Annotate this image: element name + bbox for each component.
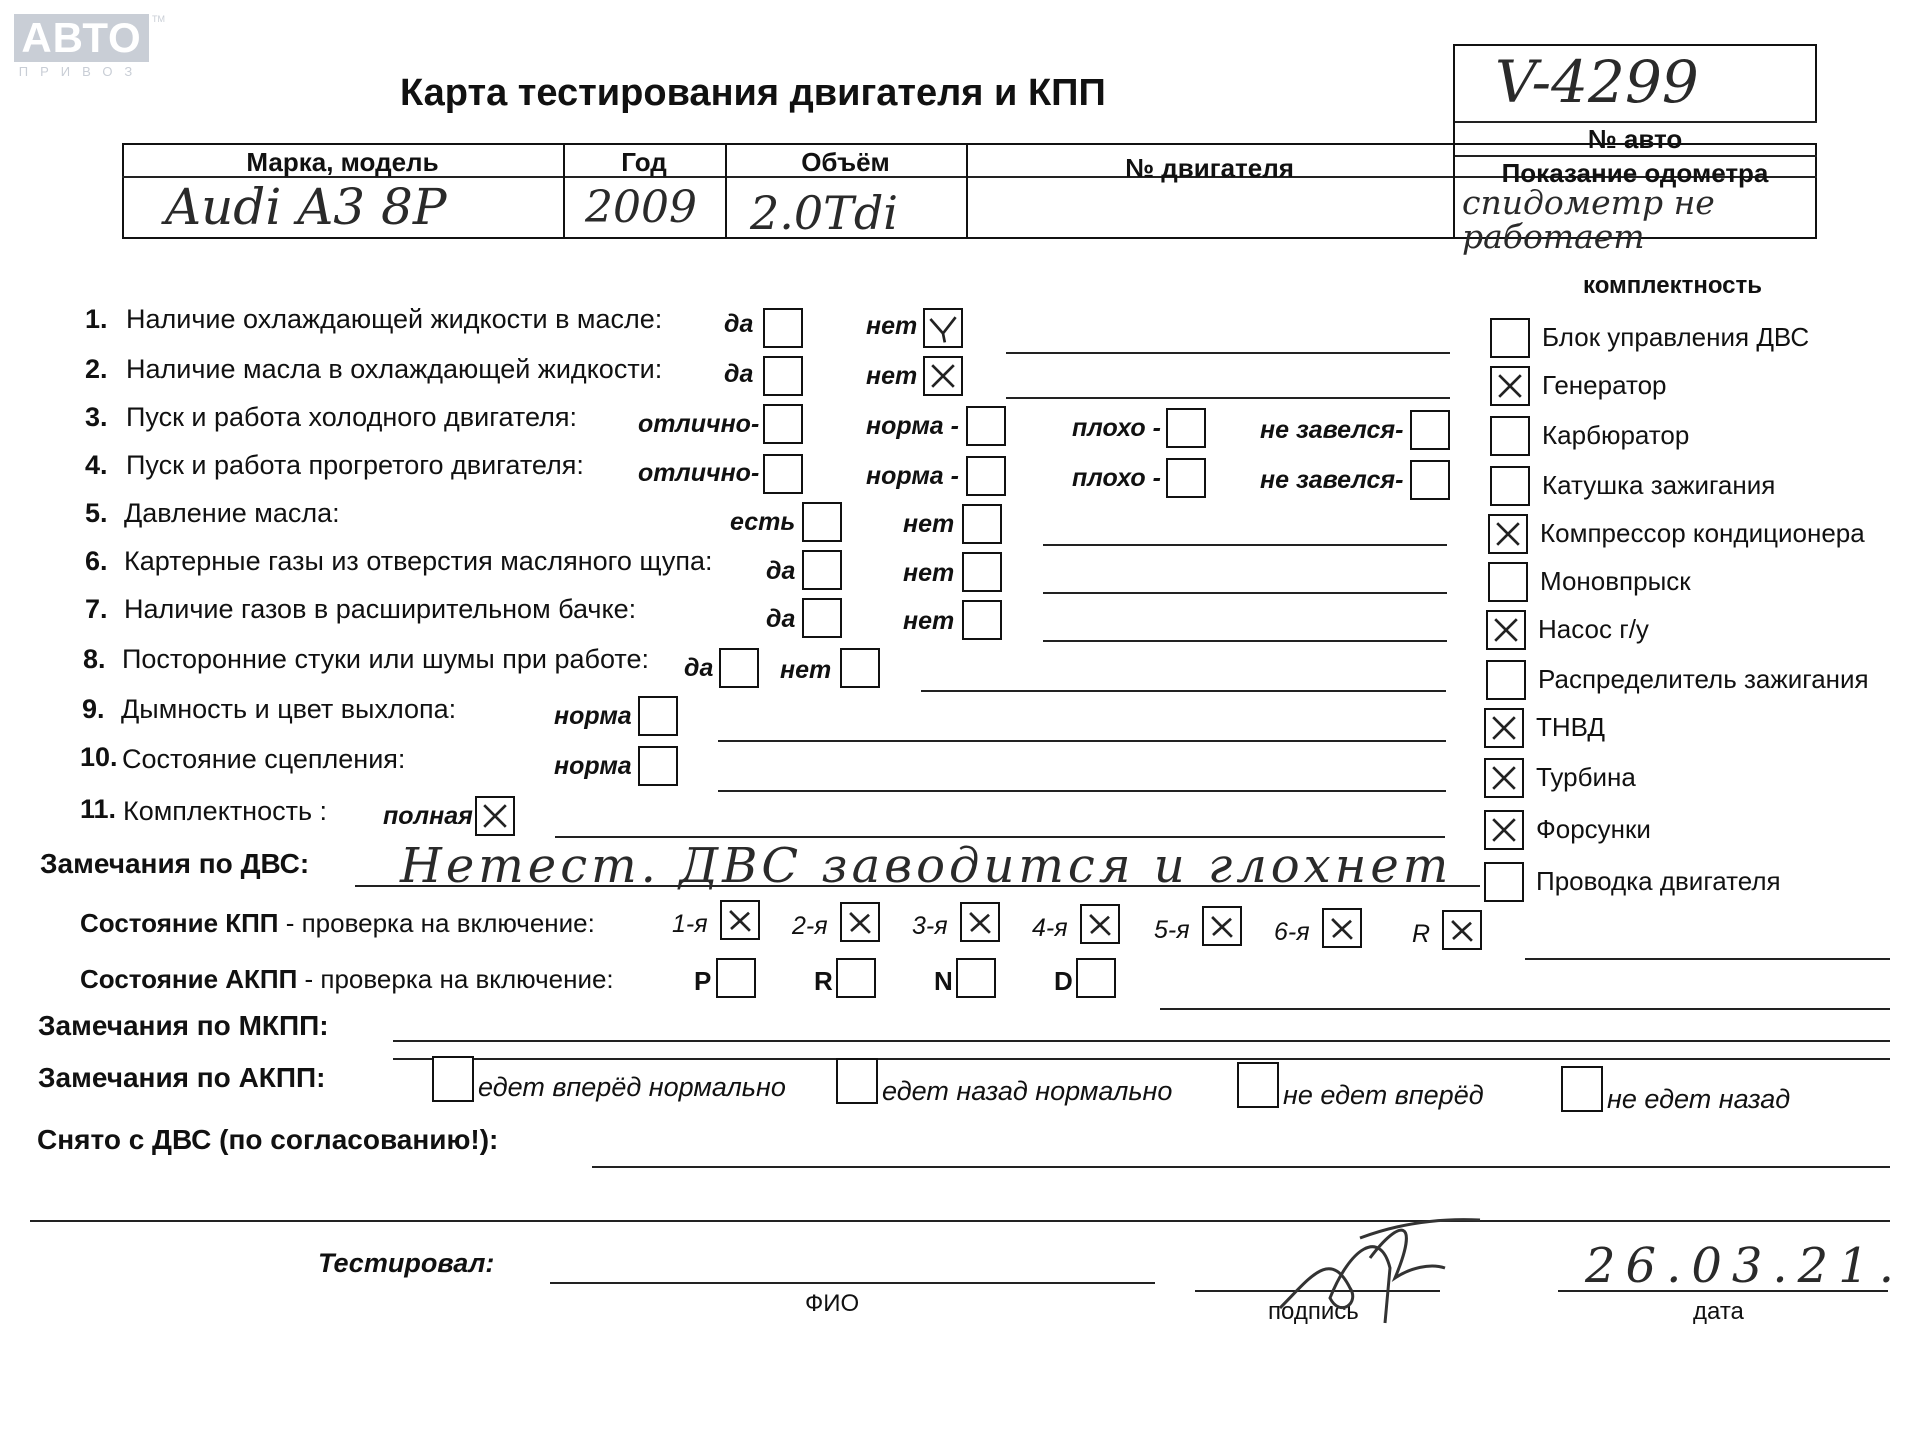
cross-mark-icon: [962, 904, 998, 940]
header-brand: Марка, модель: [246, 147, 439, 177]
removed-line: [592, 1166, 1890, 1168]
komplekt-checkbox-1[interactable]: [1490, 366, 1530, 406]
cross-mark-icon: [1082, 906, 1118, 942]
value-brand: Audi A3 8P: [165, 178, 447, 236]
cross-mark-icon: [1444, 912, 1480, 948]
remarks-dvs-value: Нетест. ДВС заводится и глохнет: [400, 838, 1453, 894]
cross-mark-icon: [1488, 612, 1524, 648]
q6-checkbox-da[interactable]: [802, 550, 842, 590]
kpp-gear-checkbox-3[interactable]: [1080, 904, 1120, 944]
komplekt-checkbox-3[interactable]: [1490, 466, 1530, 506]
komplekt-item-label: ТНВД: [1536, 712, 1606, 742]
akpp-line: [1160, 1008, 1890, 1010]
remarks-dvs-label: Замечания по ДВС:: [40, 848, 310, 879]
akpp-mode-checkbox-3[interactable]: [1076, 958, 1116, 998]
q6-checkbox-net[interactable]: [962, 552, 1002, 592]
komplekt-checkbox-0[interactable]: [1490, 318, 1530, 358]
q10-opt-normal: норма: [554, 752, 632, 780]
kpp-gear-label: 1-я: [672, 910, 708, 938]
auto-number-value: V-4299: [1495, 48, 1699, 116]
q5-opt-no: нет: [903, 510, 955, 538]
header-volume: Объём: [801, 147, 890, 177]
q1-opt-net: нет: [866, 312, 918, 340]
date-value: 26.03.21.: [1585, 1238, 1905, 1294]
q4-opt-not-started: не завелся-: [1260, 466, 1404, 494]
q5-opt-yes: есть: [730, 508, 796, 536]
signature-label: подпись: [1268, 1298, 1359, 1325]
q4-checkbox-normal[interactable]: [966, 456, 1006, 496]
q8-opt-da: да: [684, 654, 714, 682]
logo-main: АВТО: [14, 14, 149, 62]
q11-checkbox-full[interactable]: [475, 796, 515, 836]
komplekt-item-label: Распределитель зажигания: [1538, 664, 1869, 694]
q8-text: Посторонние стуки или шумы при работе:: [122, 644, 649, 674]
q7-line: [1043, 640, 1447, 642]
signature-scribble-icon: [1270, 1208, 1490, 1328]
q1-opt-da: да: [724, 310, 754, 338]
auto-divider-2: [1453, 155, 1817, 157]
q1-checkbox-net[interactable]: [923, 308, 963, 348]
header-year: Год: [621, 147, 667, 177]
kpp-gear-label: 2-я: [792, 912, 828, 940]
akpp-opt-back-ok: едет назад нормально: [882, 1076, 1173, 1106]
logo-sub: ПРИВОЗ: [18, 64, 145, 79]
q2-line: [1006, 397, 1450, 399]
komplekt-title: комплектность: [1583, 272, 1763, 299]
akpp-label: [80, 964, 614, 995]
q4-num: 4.: [85, 450, 108, 480]
komplekt-item-label: Турбина: [1536, 762, 1636, 792]
q3-opt-normal: норма -: [866, 412, 959, 440]
q3-checkbox-normal[interactable]: [966, 406, 1006, 446]
q1-checkbox-da[interactable]: [763, 308, 803, 348]
q7-text: Наличие газов в расширительном бачке:: [124, 594, 637, 624]
komplekt-item-label: Насос г/у: [1538, 614, 1649, 644]
kpp-gear-checkbox-4[interactable]: [1202, 906, 1242, 946]
q8-line: [921, 690, 1446, 692]
q2-opt-net: нет: [866, 362, 918, 390]
remarks-mkpp-line-2: [393, 1058, 1890, 1060]
kpp-gear-checkbox-0[interactable]: [720, 900, 760, 940]
akpp-mode-checkbox-0[interactable]: [716, 958, 756, 998]
value-odometer: спидометр не работает: [1462, 183, 1715, 256]
akpp-opt-forward-ok: едет вперёд нормально: [478, 1072, 786, 1102]
q1-num: 1.: [85, 304, 108, 334]
auto-number-box: [1453, 44, 1817, 122]
cross-mark-icon: [1486, 760, 1522, 796]
q4-opt-bad: плохо -: [1072, 464, 1161, 492]
remarks-mkpp-label: Замечания по МКПП:: [38, 1010, 329, 1041]
q8-checkbox-da[interactable]: [719, 648, 759, 688]
akpp-label-rest: - проверка на включение:: [297, 964, 614, 994]
q8-checkbox-net[interactable]: [840, 648, 880, 688]
q4-opt-normal: норма -: [866, 462, 959, 490]
kpp-gear-label: 5-я: [1154, 916, 1190, 944]
logo: [14, 14, 165, 79]
q5-text: Давление масла:: [124, 498, 340, 528]
q10-line: [718, 790, 1446, 792]
komplekt-checkbox-7[interactable]: [1486, 660, 1526, 700]
q7-checkbox-net[interactable]: [962, 600, 1002, 640]
kpp-label: [80, 908, 595, 939]
komplekt-checkbox-8[interactable]: [1484, 708, 1524, 748]
q3-text: Пуск и работа холодного двигателя:: [126, 402, 577, 432]
q3-opt-bad: плохо -: [1072, 414, 1161, 442]
q7-opt-da: да: [766, 605, 796, 633]
q3-opt-excellent: отлично-: [638, 410, 760, 438]
q10-text: Состояние сцепления:: [122, 744, 406, 774]
komplekt-checkbox-10[interactable]: [1484, 810, 1524, 850]
q9-opt-normal: норма: [554, 702, 632, 730]
komplekt-item-label: Форсунки: [1536, 814, 1651, 844]
q7-opt-net: нет: [903, 607, 955, 635]
komplekt-checkbox-6[interactable]: [1486, 610, 1526, 650]
q3-num: 3.: [85, 402, 108, 432]
kpp-gear-checkbox-1[interactable]: [840, 902, 880, 942]
q9-text: Дымность и цвет выхлопа:: [121, 694, 457, 724]
q2-text: Наличие масла в охлаждающей жидкости:: [126, 354, 663, 384]
remarks-mkpp-line: [393, 1040, 1890, 1042]
akpp-checkbox-back-ok[interactable]: [836, 1058, 878, 1104]
q1-line: [1006, 352, 1450, 354]
komplekt-checkbox-2[interactable]: [1490, 416, 1530, 456]
col-sep-4: [1453, 44, 1455, 239]
kpp-line: [1525, 958, 1890, 960]
komplekt-item-label: Катушка зажигания: [1542, 470, 1776, 500]
cross-mark-icon: [925, 358, 961, 394]
cross-mark-icon: [1490, 516, 1526, 552]
akpp-mode-label: D: [1054, 966, 1073, 996]
q1-text: Наличие охлаждающей жидкости в масле:: [126, 304, 663, 334]
akpp-mode-checkbox-1[interactable]: [836, 958, 876, 998]
cross-mark-icon: [842, 904, 878, 940]
logo-tm: TM: [152, 14, 165, 24]
kpp-label-rest: - проверка на включение:: [278, 908, 595, 938]
cross-mark-icon: [477, 798, 513, 834]
kpp-label-bold: Состояние КПП: [80, 908, 279, 938]
q4-opt-excellent: отлично-: [638, 459, 760, 487]
q8-opt-net: нет: [780, 656, 832, 684]
q4-text: Пуск и работа прогретого двигателя:: [126, 450, 584, 480]
komplekt-item-label: Моновпрыск: [1540, 566, 1691, 596]
akpp-label-bold: Состояние АКПП: [80, 964, 298, 994]
q2-checkbox-da[interactable]: [763, 356, 803, 396]
cross-mark-icon: [1492, 368, 1528, 404]
header-odometer: Показание одометра: [1501, 158, 1769, 188]
cross-mark-icon: [722, 902, 758, 938]
komplekt-checkbox-9[interactable]: [1484, 758, 1524, 798]
date-label: дата: [1693, 1298, 1744, 1325]
cross-mark-icon: [1486, 812, 1522, 848]
akpp-mode-label: R: [814, 966, 833, 996]
q6-opt-net: нет: [903, 559, 955, 587]
fio-label: ФИО: [805, 1290, 860, 1317]
q5-checkbox-no[interactable]: [962, 504, 1002, 544]
q6-opt-da: да: [766, 557, 796, 585]
q7-num: 7.: [85, 594, 108, 624]
komplekt-checkbox-4[interactable]: [1488, 514, 1528, 554]
q8-num: 8.: [83, 644, 106, 674]
q6-line: [1043, 592, 1447, 594]
komplekt-item-label: Блок управления ДВС: [1542, 322, 1810, 352]
page-title: Карта тестирования двигателя и КПП: [400, 72, 1106, 114]
separator-line: [30, 1220, 1890, 1222]
komplekt-item-label: Генератор: [1542, 370, 1667, 400]
kpp-gear-checkbox-2[interactable]: [960, 902, 1000, 942]
auto-divider: [1453, 121, 1817, 123]
q11-text: Комплектность :: [123, 796, 328, 826]
akpp-opt-no-back: не едет назад: [1607, 1084, 1791, 1114]
auto-number-label: № авто: [1587, 124, 1683, 154]
q7-checkbox-da[interactable]: [802, 598, 842, 638]
akpp-opt-no-forward: не едет вперёд: [1283, 1080, 1484, 1110]
q2-opt-da: да: [724, 360, 754, 388]
komplekt-checkbox-5[interactable]: [1488, 562, 1528, 602]
q3-checkbox-excellent[interactable]: [763, 404, 803, 444]
akpp-mode-label: P: [694, 966, 712, 996]
akpp-mode-label: N: [934, 966, 953, 996]
kpp-gear-label: R: [1412, 920, 1431, 948]
value-volume: 2.0Tdi: [750, 186, 898, 240]
komplekt-item-label: Компрессор кондиционера: [1540, 518, 1865, 548]
q5-checkbox-yes[interactable]: [802, 502, 842, 542]
komplekt-checkbox-11[interactable]: [1484, 862, 1524, 902]
q6-text: Картерные газы из отверстия масляного щупа:: [124, 546, 713, 576]
q3-checkbox-bad[interactable]: [1166, 408, 1206, 448]
q10-checkbox-normal[interactable]: [638, 746, 678, 786]
q5-num: 5.: [85, 498, 108, 528]
tested-by-label: Тестировал:: [318, 1248, 495, 1278]
q4-checkbox-not-started[interactable]: [1410, 460, 1450, 500]
q9-line: [718, 740, 1446, 742]
q4-checkbox-bad[interactable]: [1166, 458, 1206, 498]
akpp-mode-checkbox-2[interactable]: [956, 958, 996, 998]
komplekt-item-label: Карбюратор: [1542, 420, 1690, 450]
q9-checkbox-normal[interactable]: [638, 696, 678, 736]
kpp-gear-checkbox-6[interactable]: [1442, 910, 1482, 950]
akpp-checkbox-no-back[interactable]: [1561, 1066, 1603, 1112]
q2-checkbox-net[interactable]: [923, 356, 963, 396]
q4-checkbox-excellent[interactable]: [763, 454, 803, 494]
q2-num: 2.: [85, 354, 108, 384]
kpp-gear-checkbox-5[interactable]: [1322, 908, 1362, 948]
komplekt-item-label: Проводка двигателя: [1536, 866, 1781, 896]
remarks-akpp-label: Замечания по АКПП:: [38, 1062, 326, 1093]
cross-mark-icon: [1486, 710, 1522, 746]
kpp-gear-label: 3-я: [912, 912, 948, 940]
header-engine-no: № двигателя: [1125, 153, 1294, 183]
kpp-gear-label: 6-я: [1274, 918, 1310, 946]
kpp-gear-label: 4-я: [1032, 914, 1068, 942]
q5-line: [1043, 544, 1447, 546]
q11-opt-full: полная: [383, 802, 473, 830]
q6-num: 6.: [85, 546, 108, 576]
q10-num: 10.: [80, 742, 118, 772]
q3-opt-not-started: не завелся-: [1260, 416, 1404, 444]
q3-checkbox-not-started[interactable]: [1410, 410, 1450, 450]
q11-num: 11.: [80, 794, 117, 824]
value-year: 2009: [585, 182, 697, 233]
q9-num: 9.: [82, 694, 105, 724]
removed-label: Снято с ДВС (по согласованию!):: [37, 1124, 499, 1155]
cross-mark-icon: [1324, 910, 1360, 946]
fio-line: [550, 1282, 1155, 1284]
akpp-checkbox-no-forward[interactable]: [1237, 1062, 1279, 1108]
akpp-checkbox-forward-ok[interactable]: [432, 1056, 474, 1102]
cross-mark-icon: [1204, 908, 1240, 944]
check-mark-icon: [925, 310, 961, 346]
